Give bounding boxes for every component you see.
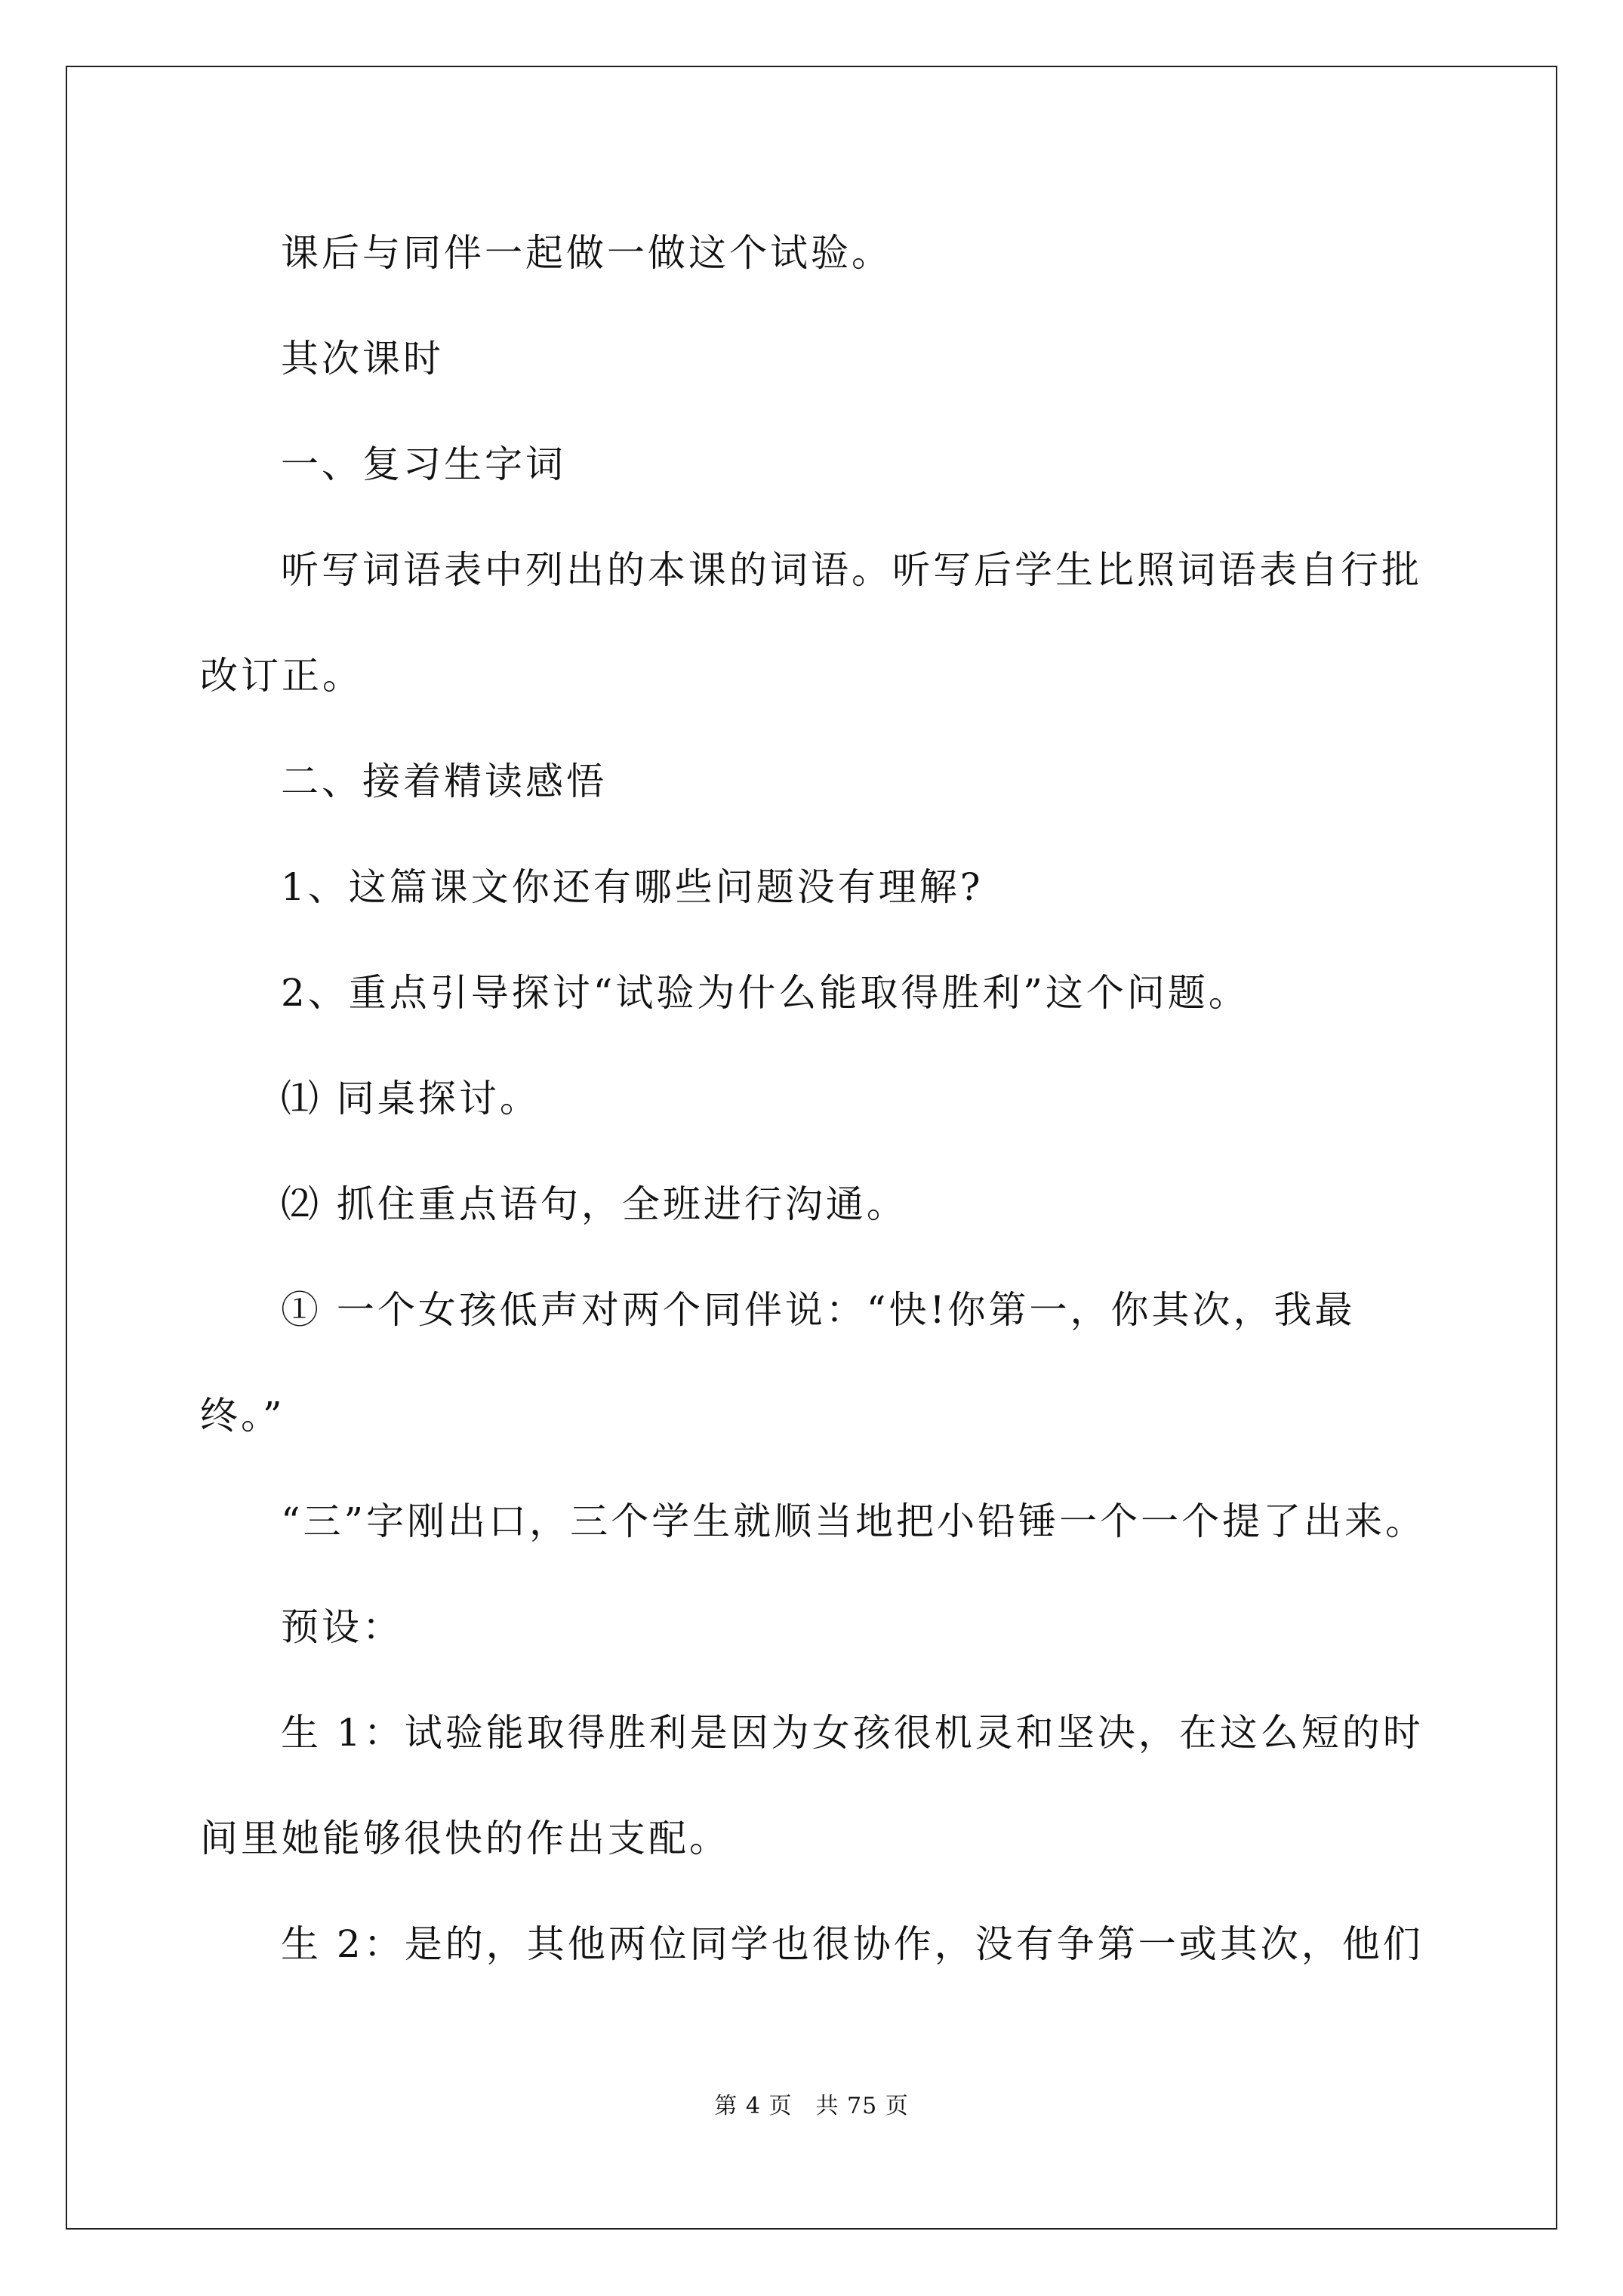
paragraph-line: ① 一个女孩低声对两个同伴说：“快!你第一，你其次，我最 [281, 1288, 1356, 1332]
paragraph-line: 生 1：试验能取得胜利是因为女孩很机灵和坚决，在这么短的时 [281, 1711, 1424, 1755]
paragraph-line: ⑵ 抓住重点语句，全班进行沟通。 [281, 1182, 907, 1226]
page-border [66, 66, 1557, 2230]
paragraph-line: 课后与同伴一起做一做这个试验。 [281, 231, 892, 275]
paragraph-line: ⑴ 同桌探讨。 [281, 1077, 540, 1120]
paragraph-line: 间里她能够很快的作出支配。 [200, 1817, 730, 1860]
paragraph-line: 预设： [281, 1605, 403, 1649]
paragraph-line: 生 2：是的，其他两位同学也很协作，没有争第一或其次，他们 [281, 1922, 1424, 1966]
paragraph-line: 1、这篇课文你还有哪些问题没有理解? [281, 865, 984, 909]
paragraph-line: “三”字刚出口，三个学生就顺当地把小铅锤一个一个提了出来。 [281, 1499, 1427, 1543]
paragraph-line: 改订正。 [200, 654, 363, 698]
section-heading: 二、接着精读感悟 [281, 760, 607, 803]
section-heading: 一、复习生字词 [281, 442, 566, 486]
paragraph-line: 2、重点引导探讨“试验为什么能取得胜利”这个问题。 [281, 971, 1249, 1015]
page-number-footer: 第 4 页 共 75 页 [714, 2093, 909, 2119]
paragraph-line: 听写词语表中列出的本课的词语。听写后学生比照词语表自行批 [281, 548, 1422, 592]
section-heading: 其次课时 [281, 337, 444, 381]
paragraph-line: 终。” [200, 1394, 285, 1438]
